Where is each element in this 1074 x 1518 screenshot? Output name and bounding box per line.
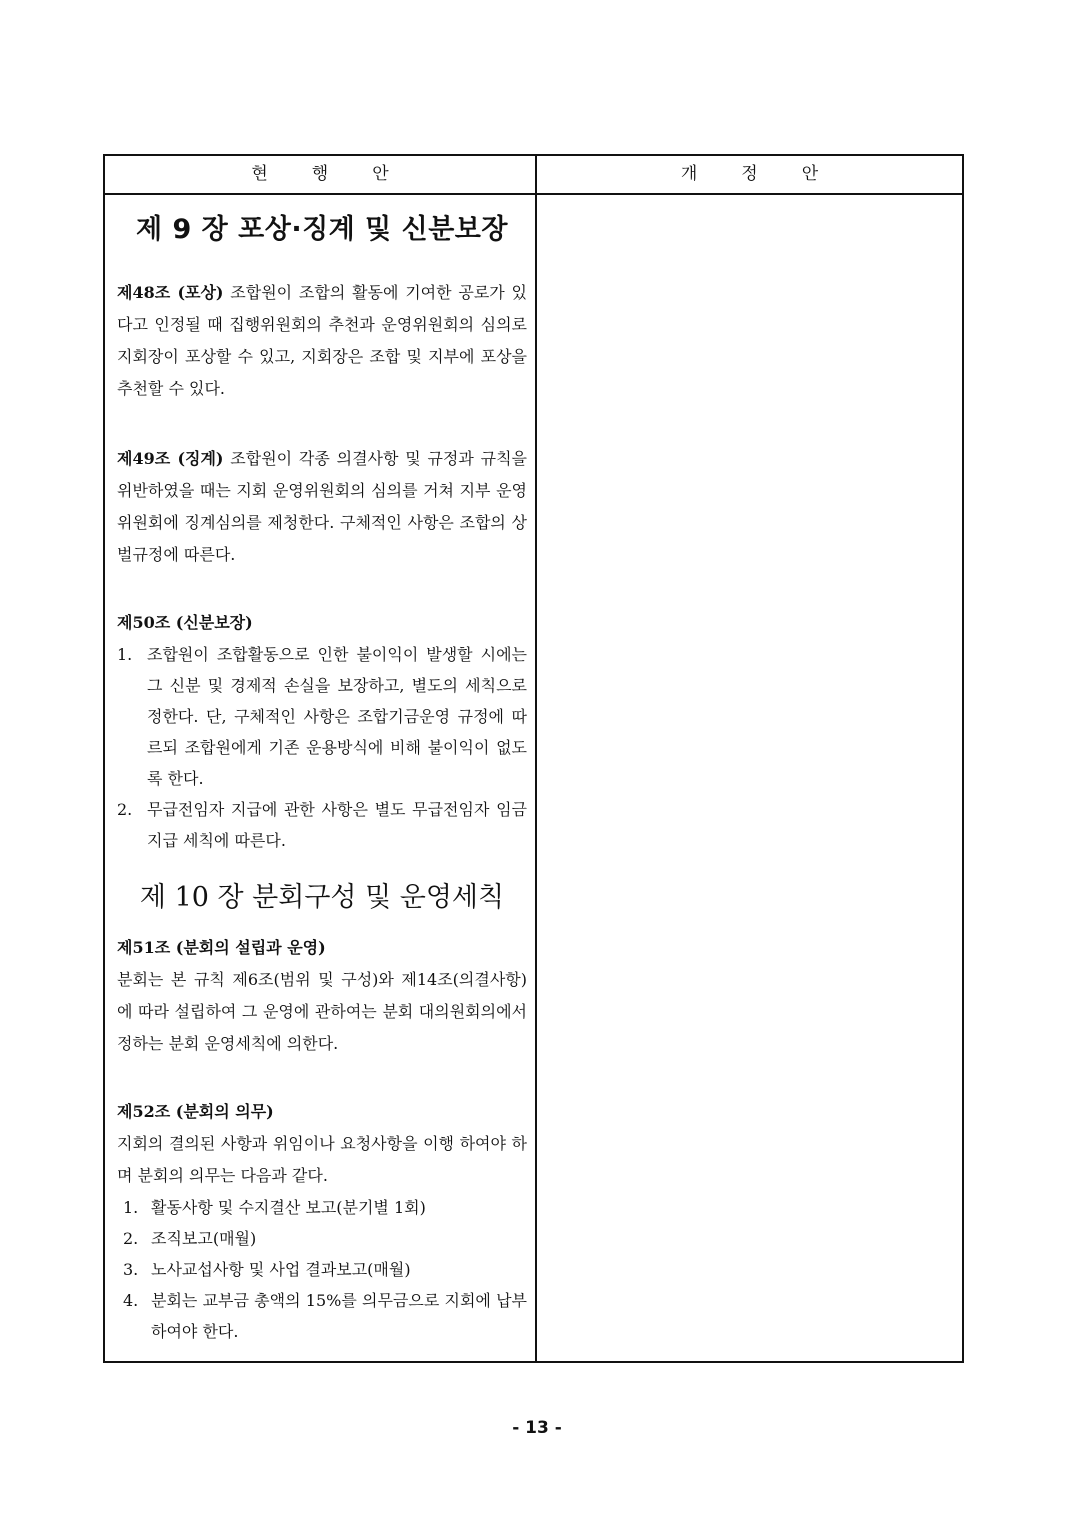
article-51: [117, 932, 527, 1060]
chapter-10-heading: 제 10 장 분회구성 및 운영세칙: [139, 882, 505, 913]
article-50-title: 제50조 (신분보장): [117, 613, 253, 632]
article-50-item-2: [117, 794, 527, 856]
header-current: [105, 156, 535, 193]
page-number: - 13 -: [512, 1418, 562, 1438]
header-revised-char: 정: [741, 164, 758, 184]
article-49-title: 제49조 (징계): [117, 449, 224, 468]
table-header: [105, 156, 962, 195]
article-52-item-4: [117, 1285, 527, 1347]
item-text: 무급전임자 지급에 관한 사항은 별도 무급전임자 임금지급 세칙에 따른다.: [147, 800, 527, 850]
article-50: [117, 607, 527, 639]
comparison-table: [103, 154, 964, 1363]
header-current-char: 행: [311, 164, 329, 184]
item-number: 1.: [123, 1198, 139, 1217]
item-text: 분회는 교부금 총액의 15%를 의무금으로 지회에 납부하여야 한다.: [151, 1291, 527, 1341]
chapter-9-heading: 제 9 장 포상·징계 및 신분보장: [136, 214, 508, 245]
header-current-char: 안: [372, 164, 389, 184]
item-text: 조직보고(매월): [151, 1229, 257, 1248]
article-49: [117, 443, 527, 571]
article-51-title: 제51조 (분회의 설립과 운영): [117, 938, 326, 957]
article-52-item-2: [117, 1223, 527, 1254]
item-text: 활동사항 및 수지결산 보고(분기별 1회): [151, 1198, 426, 1217]
item-number: 1.: [117, 645, 133, 664]
article-51-text: 분회는 본 규칙 제6조(범위 및 구성)와 제14조(의결사항)에 따라 설립하여 그 운영에 관하여는 분회 대의원회의에서 정하는 분회 운영세칙에 의한다.: [117, 970, 527, 1053]
article-52: [117, 1096, 527, 1192]
article-48: [117, 277, 527, 405]
article-49-text: 조합원이 각종 의결사항 및 규정과 규칙을 위반하였을 때는 지회 운영위원회의 심의를 거쳐 지부 운영위원회에 징계심의를 제청한다. 구체적인 사항은 조합의 상벌규정에 따른다.: [117, 449, 527, 564]
item-number: 2.: [117, 800, 133, 819]
current-column: [117, 197, 527, 1347]
article-50-item-1: [117, 639, 527, 794]
header-revised-char: 개: [680, 164, 698, 184]
item-number: 2.: [123, 1229, 139, 1248]
article-48-text: 조합원이 조합의 활동에 기여한 공로가 있다고 인정될 때 집행위원회의 추천과 운영위원회의 심의로 지회장이 포상할 수 있고, 지회장은 조합 및 지부에 포상을 추천할 수 있다.: [117, 283, 527, 398]
article-48-title: 제48조 (포상): [117, 283, 224, 302]
item-text: 조합원이 조합활동으로 인한 불이익이 발생할 시에는 그 신분 및 경제적 손실을 보장하고, 별도의 세칙으로 정한다. 단, 구체적인 사항은 조합기금운영 규정에 따르되 조합원에게 기존 운용방식에 비해 불이익이 없도록 한다.: [147, 645, 527, 788]
item-text: 노사교섭사항 및 사업 결과보고(매월): [151, 1260, 411, 1279]
item-number: 3.: [123, 1260, 139, 1279]
column-divider: [535, 156, 537, 1361]
item-number: 4.: [123, 1291, 139, 1310]
article-52-item-1: [117, 1192, 527, 1223]
header-revised: [537, 156, 962, 193]
article-52-text: 지회의 결의된 사항과 위임이나 요청사항을 이행 하여야 하며 분회의 의무는 다음과 같다.: [117, 1134, 527, 1185]
article-52-title: 제52조 (분회의 의무): [117, 1102, 274, 1121]
article-52-item-3: [117, 1254, 527, 1285]
header-current-char: 현: [251, 164, 268, 184]
header-revised-char: 안: [801, 164, 819, 184]
